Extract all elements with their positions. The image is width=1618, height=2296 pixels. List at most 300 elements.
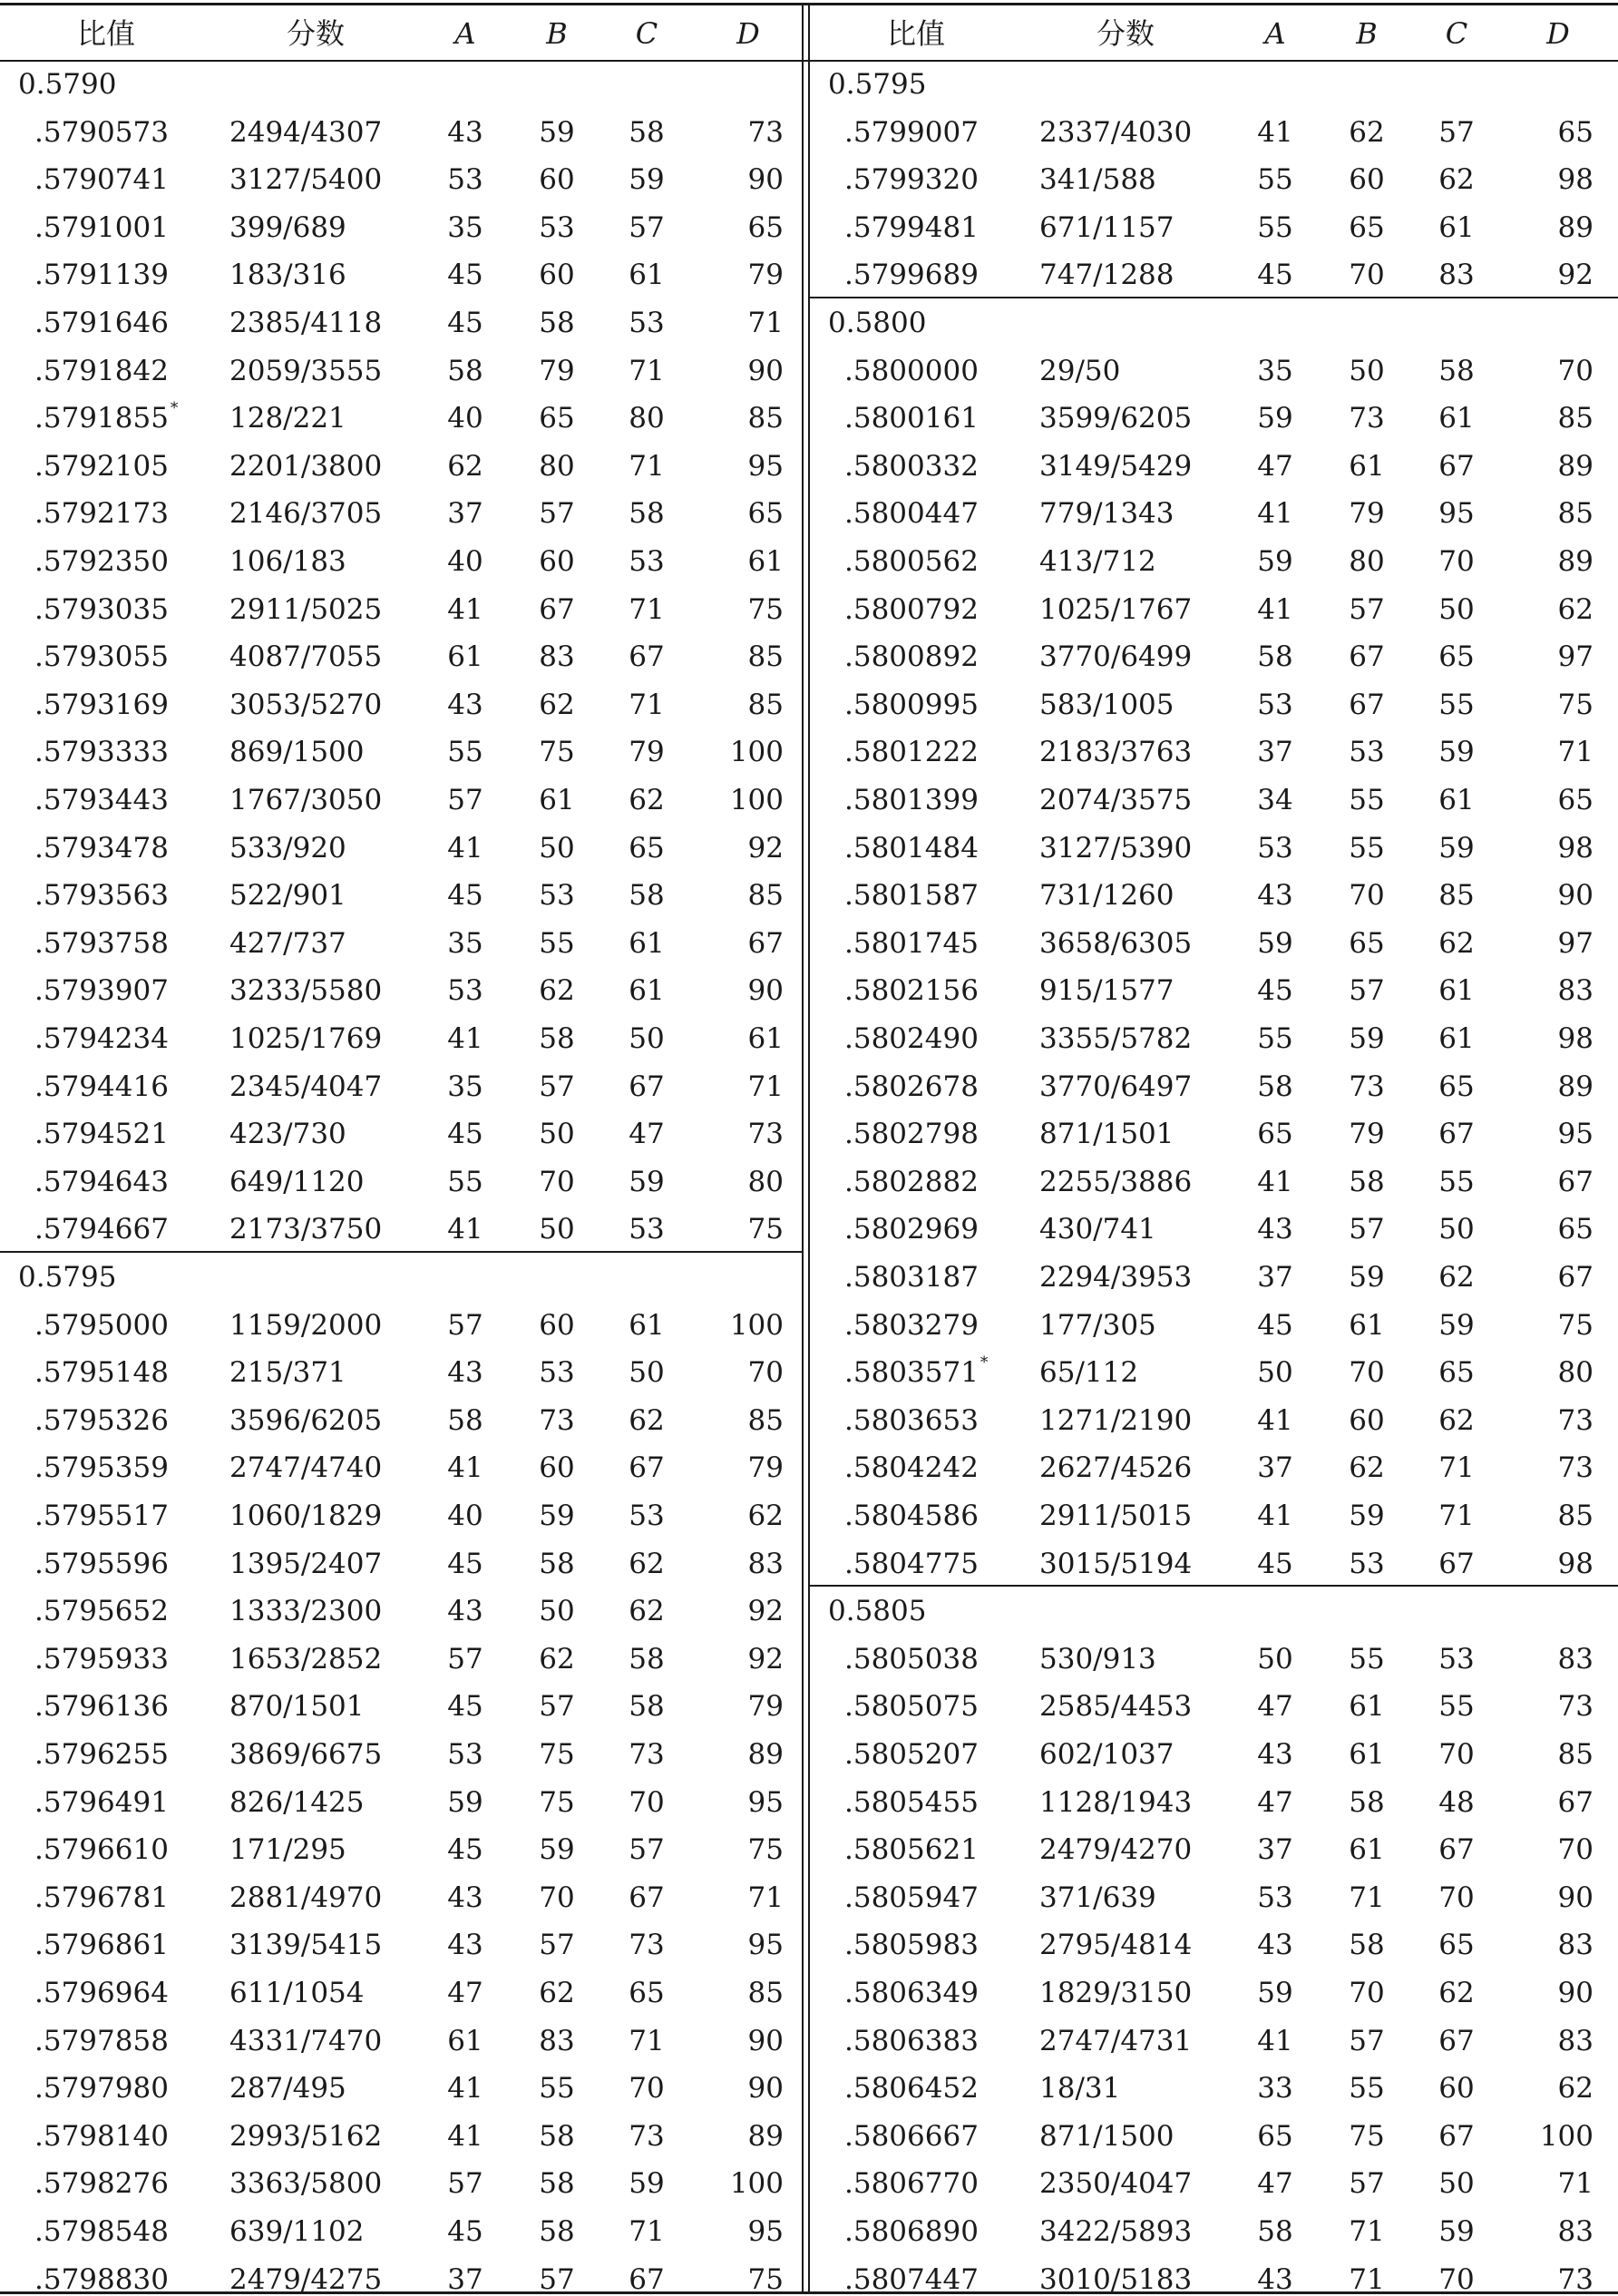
d-value: 92 <box>1557 259 1594 292</box>
ratio-value <box>34 1642 189 1676</box>
ratio-text: .5801587 <box>844 879 979 913</box>
d-value: 73 <box>1557 1451 1594 1485</box>
d-value: 92 <box>747 1595 784 1628</box>
b-value: 55 <box>1349 831 1385 865</box>
a-value: 43 <box>447 1356 483 1390</box>
b-value: 59 <box>1349 1022 1385 1055</box>
b-value: 67 <box>539 592 575 626</box>
a-value: 53 <box>1257 688 1293 721</box>
a-value: 41 <box>1257 115 1293 149</box>
a-value: 37 <box>1257 1261 1293 1294</box>
ratio-text: .5805983 <box>844 1929 979 1962</box>
a-value: 50 <box>1257 1642 1293 1676</box>
a-value: 47 <box>1257 2167 1293 2201</box>
ratio-value <box>34 1833 189 1867</box>
column-header: D <box>736 16 760 51</box>
ratio-value <box>34 1165 189 1198</box>
b-value: 70 <box>539 1165 575 1198</box>
b-value: 83 <box>539 2024 575 2057</box>
a-value: 45 <box>447 879 483 913</box>
d-value: 85 <box>747 1403 784 1437</box>
c-value: 70 <box>1438 1738 1475 1771</box>
fraction-value: 2201/3800 <box>229 449 383 483</box>
d-value: 61 <box>747 545 784 578</box>
fraction-value: 423/730 <box>229 1118 346 1151</box>
b-value: 71 <box>1349 2262 1385 2296</box>
b-value: 57 <box>539 2262 575 2296</box>
b-value: 70 <box>1349 879 1385 913</box>
ratio-value <box>844 592 999 626</box>
c-value: 67 <box>629 1451 665 1485</box>
ratio-text: .5805455 <box>844 1785 979 1819</box>
a-value: 37 <box>1257 1451 1293 1485</box>
ratio-text: .5805038 <box>844 1642 979 1676</box>
a-value: 47 <box>447 1977 483 2009</box>
c-value: 53 <box>629 1213 665 1246</box>
d-value: 97 <box>1557 640 1594 674</box>
fraction-value: 341/588 <box>1039 163 1156 197</box>
a-value: 37 <box>1257 1833 1293 1867</box>
a-value: 58 <box>447 354 483 387</box>
fraction-value: 171/295 <box>229 1833 346 1867</box>
ratio-value <box>34 1451 189 1485</box>
fraction-value: 106/183 <box>229 545 346 578</box>
b-value: 50 <box>539 1118 575 1151</box>
ratio-text: .5796491 <box>34 1785 169 1819</box>
b-value: 60 <box>1349 163 1385 197</box>
a-value: 41 <box>447 1451 483 1485</box>
ratio-value <box>844 210 999 244</box>
column-header: 比值 <box>886 16 945 51</box>
b-value: 67 <box>1349 688 1385 721</box>
a-value: 37 <box>1257 736 1293 769</box>
fraction-value: 29/50 <box>1039 354 1121 387</box>
c-value: 80 <box>629 402 665 435</box>
b-value: 71 <box>1349 2215 1385 2248</box>
b-value: 53 <box>539 210 575 244</box>
b-value: 59 <box>1349 1261 1385 1294</box>
a-value: 41 <box>447 592 483 626</box>
c-value: 95 <box>1438 497 1475 531</box>
b-value: 83 <box>539 640 575 674</box>
fraction-value: 183/316 <box>229 259 346 292</box>
ratio-value <box>34 1308 189 1342</box>
c-value: 67 <box>629 640 665 674</box>
b-value: 60 <box>539 1451 575 1485</box>
c-value: 61 <box>629 1308 665 1342</box>
ratio-text: .5800995 <box>844 688 979 721</box>
d-value: 75 <box>747 592 784 626</box>
ratio-value <box>34 738 189 767</box>
fraction-value: 2337/4030 <box>1039 115 1193 149</box>
ratio-text: .5793907 <box>34 974 169 1008</box>
b-value: 60 <box>539 545 575 578</box>
a-value: 37 <box>447 2262 483 2296</box>
ratio-value <box>844 1979 999 2008</box>
b-value: 58 <box>539 1022 575 1055</box>
b-value: 55 <box>539 2072 575 2105</box>
fraction-value: 649/1120 <box>229 1165 365 1198</box>
a-value: 59 <box>1257 1977 1293 2009</box>
ratio-text: .5802882 <box>844 1165 979 1198</box>
column-header: 分数 <box>286 16 345 51</box>
d-value: 90 <box>1557 1977 1594 2009</box>
b-value: 58 <box>539 2215 575 2248</box>
ratio-value <box>844 640 999 674</box>
ratio-text: .5807447 <box>844 2262 979 2296</box>
fraction-value: 671/1157 <box>1039 210 1175 244</box>
c-value: 85 <box>1438 879 1475 913</box>
fraction-value: 1271/2190 <box>1039 1403 1193 1437</box>
ratio-text: .5796136 <box>34 1690 169 1724</box>
a-value: 55 <box>1257 163 1293 197</box>
d-value: 67 <box>747 926 784 960</box>
a-value: 53 <box>447 1738 483 1771</box>
d-value: 62 <box>747 1500 784 1532</box>
ratio-value <box>844 1213 999 1246</box>
column-header: 分数 <box>1096 16 1155 51</box>
ratio-value <box>844 354 999 387</box>
c-value: 60 <box>1438 2072 1475 2105</box>
d-value: 75 <box>1557 1308 1594 1342</box>
ratio-text: .5805947 <box>844 1881 979 1914</box>
c-value: 48 <box>1438 1785 1475 1819</box>
a-value: 65 <box>1257 1118 1293 1151</box>
b-value: 80 <box>539 449 575 483</box>
b-value: 59 <box>539 115 575 149</box>
c-value: 61 <box>629 926 665 960</box>
d-value: 89 <box>1557 449 1594 483</box>
c-value: 57 <box>1438 115 1475 149</box>
d-value: 98 <box>1557 831 1594 865</box>
fraction-value: 3599/6205 <box>1039 402 1193 435</box>
c-value: 53 <box>629 1500 665 1532</box>
b-value: 73 <box>1349 402 1385 435</box>
a-value: 35 <box>447 1070 483 1103</box>
d-value: 98 <box>1557 1547 1594 1580</box>
d-value: 71 <box>1557 736 1594 769</box>
ratio-value <box>844 2215 999 2248</box>
c-value: 55 <box>1438 1690 1475 1724</box>
b-value: 75 <box>539 736 575 769</box>
b-value: 57 <box>539 1690 575 1724</box>
c-value: 71 <box>1438 1451 1475 1485</box>
ratio-text: .5801484 <box>844 831 979 865</box>
ratio-value <box>34 497 189 531</box>
b-value: 55 <box>1349 1642 1385 1676</box>
d-value: 89 <box>1557 210 1594 244</box>
ratio-text: .5796255 <box>34 1738 169 1771</box>
ratio-text: .5798276 <box>34 2167 169 2201</box>
a-value: 45 <box>1257 1308 1293 1342</box>
ratio-value <box>844 2072 999 2105</box>
fraction-value: 3658/6305 <box>1039 926 1193 960</box>
c-value: 61 <box>1438 784 1475 816</box>
ratio-text: .5794416 <box>34 1070 169 1103</box>
fraction-value: 2350/4047 <box>1039 2167 1193 2201</box>
ratio-text: .5803571 <box>844 1356 979 1390</box>
d-value: 90 <box>747 974 784 1008</box>
ratio-text: .5799007 <box>844 115 979 149</box>
fraction-value: 2255/3886 <box>1039 1165 1193 1198</box>
c-value: 62 <box>629 1595 665 1628</box>
c-value: 62 <box>1438 1977 1475 2009</box>
fraction-value: 639/1102 <box>229 2215 365 2248</box>
d-value: 62 <box>1557 2072 1594 2105</box>
ratio-text: .5790573 <box>34 115 169 149</box>
b-value: 79 <box>539 354 575 387</box>
d-value: 92 <box>747 1642 784 1676</box>
c-value: 67 <box>1438 1833 1475 1867</box>
ratio-value <box>34 2262 189 2296</box>
a-value: 53 <box>447 974 483 1008</box>
ratio-value <box>844 1690 999 1724</box>
ratio-value <box>34 1502 189 1530</box>
d-value: 92 <box>747 831 784 865</box>
b-value: 75 <box>1349 2119 1385 2153</box>
d-value: 90 <box>747 2072 784 2105</box>
ratio-text: .5802678 <box>844 1070 979 1103</box>
fraction-value: 915/1577 <box>1039 974 1175 1008</box>
b-value: 55 <box>1349 784 1385 816</box>
fraction-value: 1829/3150 <box>1039 1977 1193 2009</box>
c-value: 58 <box>629 879 665 913</box>
ratio-value <box>844 2119 999 2153</box>
d-value: 95 <box>1557 1118 1594 1151</box>
ratio-value <box>34 1979 189 2008</box>
fraction-value: 2911/5025 <box>229 592 383 626</box>
d-value: 83 <box>1557 2024 1594 2057</box>
c-value: 57 <box>629 1833 665 1867</box>
a-value: 55 <box>1257 210 1293 244</box>
fraction-value: 2747/4731 <box>1039 2024 1193 2057</box>
fraction-value: 870/1501 <box>229 1690 365 1724</box>
ratio-value <box>34 879 189 913</box>
c-value: 62 <box>1438 926 1475 960</box>
c-value: 59 <box>1438 1308 1475 1342</box>
b-value: 57 <box>1349 974 1385 1008</box>
c-value: 65 <box>629 1977 665 2009</box>
d-value: 90 <box>747 354 784 387</box>
c-value: 70 <box>629 1785 665 1819</box>
fraction-value: 533/920 <box>229 831 346 865</box>
a-value: 43 <box>1257 879 1293 913</box>
fraction-value: 4331/7470 <box>229 2024 383 2057</box>
ratio-text: .5800161 <box>844 402 979 435</box>
a-value: 43 <box>1257 1929 1293 1962</box>
ratio-value <box>34 1929 189 1962</box>
ratio-text: .5803187 <box>844 1261 979 1294</box>
a-value: 57 <box>447 2167 483 2201</box>
column-divider-right <box>808 3 810 2292</box>
ratio-value <box>34 1738 189 1771</box>
d-value: 70 <box>1557 354 1594 387</box>
ratio-text: .5797858 <box>34 2024 169 2057</box>
c-value: 71 <box>629 354 665 387</box>
d-value: 73 <box>1557 2262 1594 2296</box>
fraction-value: 4087/7055 <box>229 640 383 674</box>
ratio-text: .5791001 <box>34 210 169 244</box>
a-value: 43 <box>447 1929 483 1962</box>
d-value: 85 <box>1557 1738 1594 1771</box>
c-value: 59 <box>629 1165 665 1198</box>
c-value: 71 <box>629 2215 665 2248</box>
a-value: 41 <box>1257 1403 1293 1437</box>
fraction-value: 287/495 <box>229 2072 346 2105</box>
ratio-text: .5791842 <box>34 354 169 387</box>
d-value: 65 <box>747 497 784 531</box>
fraction-value: 3363/5800 <box>229 2167 383 2201</box>
c-value: 50 <box>1438 2167 1475 2201</box>
ratio-value <box>34 1022 189 1055</box>
ratio-text: .5806452 <box>844 2072 979 2105</box>
ratio-value <box>34 1213 189 1246</box>
fraction-value: 427/737 <box>229 926 346 960</box>
fraction-value: 1333/2300 <box>229 1595 383 1628</box>
a-value: 53 <box>1257 831 1293 865</box>
ratio-value <box>34 1118 189 1151</box>
d-value: 100 <box>729 784 784 816</box>
c-value: 67 <box>1438 449 1475 483</box>
d-value: 85 <box>1557 1500 1594 1532</box>
ratio-value <box>34 784 189 816</box>
a-value: 45 <box>447 307 483 339</box>
ratio-text: .5792350 <box>34 545 169 578</box>
ratio-text: .5792105 <box>34 449 169 483</box>
a-value: 47 <box>1257 1785 1293 1819</box>
d-value: 83 <box>1557 974 1594 1008</box>
d-value: 75 <box>747 1833 784 1867</box>
ratio-value <box>844 1642 999 1676</box>
a-value: 41 <box>447 831 483 865</box>
ratio-value <box>34 2024 189 2057</box>
group-heading: 0.5790 <box>18 68 117 101</box>
c-value: 65 <box>1438 1929 1475 1962</box>
ratio-value <box>34 1597 189 1626</box>
b-value: 58 <box>1349 1929 1385 1962</box>
a-value: 40 <box>447 545 483 578</box>
ratio-text: .5806383 <box>844 2024 979 2057</box>
b-value: 67 <box>1349 640 1385 674</box>
b-value: 57 <box>539 1070 575 1103</box>
c-value: 59 <box>629 163 665 197</box>
ratio-text: .5804242 <box>844 1451 979 1485</box>
a-value: 59 <box>1257 545 1293 578</box>
c-value: 58 <box>629 1690 665 1724</box>
a-value: 55 <box>447 736 483 769</box>
d-value: 83 <box>747 1547 784 1580</box>
ratio-value <box>34 399 189 435</box>
c-value: 70 <box>1438 545 1475 578</box>
c-value: 62 <box>629 1547 665 1580</box>
b-value: 62 <box>539 1642 575 1676</box>
b-value: 57 <box>1349 1213 1385 1246</box>
a-value: 43 <box>1257 1213 1293 1246</box>
ratio-text: .5800332 <box>844 449 979 483</box>
d-value: 71 <box>1557 2167 1594 2201</box>
column-header: 比值 <box>76 16 135 51</box>
ratio-text: .5794521 <box>34 1118 169 1151</box>
fraction-value: 826/1425 <box>229 1785 365 1819</box>
ratio-value <box>844 688 999 721</box>
fraction-value: 399/689 <box>229 210 346 244</box>
a-value: 41 <box>447 1213 483 1246</box>
c-value: 59 <box>1438 736 1475 769</box>
b-value: 61 <box>1349 1738 1385 1771</box>
fraction-value: 18/31 <box>1039 2072 1121 2105</box>
d-value: 73 <box>747 1118 784 1151</box>
ratio-value <box>34 210 189 244</box>
d-value: 85 <box>747 402 784 435</box>
c-value: 71 <box>1438 1500 1475 1532</box>
b-value: 73 <box>1349 1070 1385 1103</box>
d-value: 73 <box>747 115 784 149</box>
ratio-text: .5791139 <box>34 259 169 292</box>
b-value: 53 <box>539 879 575 913</box>
c-value: 67 <box>1438 1547 1475 1580</box>
group-heading: 0.5805 <box>828 1595 927 1628</box>
fraction-value: 3355/5782 <box>1039 1022 1193 1055</box>
c-value: 53 <box>629 545 665 578</box>
c-value: 70 <box>1438 2262 1475 2296</box>
a-value: 43 <box>447 1595 483 1628</box>
fraction-value: 3127/5400 <box>229 163 383 197</box>
ratio-text: .5795933 <box>34 1642 169 1676</box>
group-separator <box>0 1251 802 1253</box>
a-value: 50 <box>1257 1356 1293 1390</box>
a-value: 59 <box>1257 402 1293 435</box>
a-value: 41 <box>1257 497 1293 531</box>
column-header: D <box>1546 16 1570 51</box>
fraction-value: 1159/2000 <box>229 1308 383 1342</box>
a-value: 41 <box>1257 1165 1293 1198</box>
b-value: 75 <box>539 1785 575 1819</box>
ratio-text: .5806667 <box>844 2119 979 2153</box>
d-value: 90 <box>747 163 784 197</box>
c-value: 55 <box>1438 688 1475 721</box>
fraction-value: 128/221 <box>229 402 346 435</box>
a-value: 33 <box>1257 2072 1293 2105</box>
fraction-value: 2074/3575 <box>1039 784 1193 816</box>
d-value: 95 <box>747 1929 784 1962</box>
ratio-text: .5801399 <box>844 784 979 816</box>
a-value: 40 <box>447 402 483 435</box>
a-value: 59 <box>1257 926 1293 960</box>
d-value: 80 <box>747 1165 784 1198</box>
fraction-value: 1653/2852 <box>229 1642 383 1676</box>
fraction-value: 2345/4047 <box>229 1070 383 1103</box>
ratio-value <box>844 449 999 483</box>
ratio-value <box>844 402 999 435</box>
a-value: 58 <box>1257 2215 1293 2248</box>
fraction-value: 869/1500 <box>229 736 365 769</box>
c-value: 59 <box>1438 831 1475 865</box>
ratio-value <box>34 163 189 197</box>
fraction-value: 2627/4526 <box>1039 1451 1193 1485</box>
c-value: 53 <box>1438 1642 1475 1676</box>
ratio-text: .5796964 <box>34 1977 169 2009</box>
d-value: 95 <box>747 2215 784 2248</box>
ratio-value <box>34 2167 189 2201</box>
a-value: 43 <box>447 1881 483 1914</box>
column-header: C <box>635 16 658 51</box>
a-value: 58 <box>1257 1070 1293 1103</box>
d-value: 71 <box>747 1070 784 1103</box>
ratio-value <box>34 115 189 149</box>
d-value: 89 <box>1557 545 1594 578</box>
d-value: 85 <box>747 879 784 913</box>
group-separator <box>810 1585 1618 1587</box>
